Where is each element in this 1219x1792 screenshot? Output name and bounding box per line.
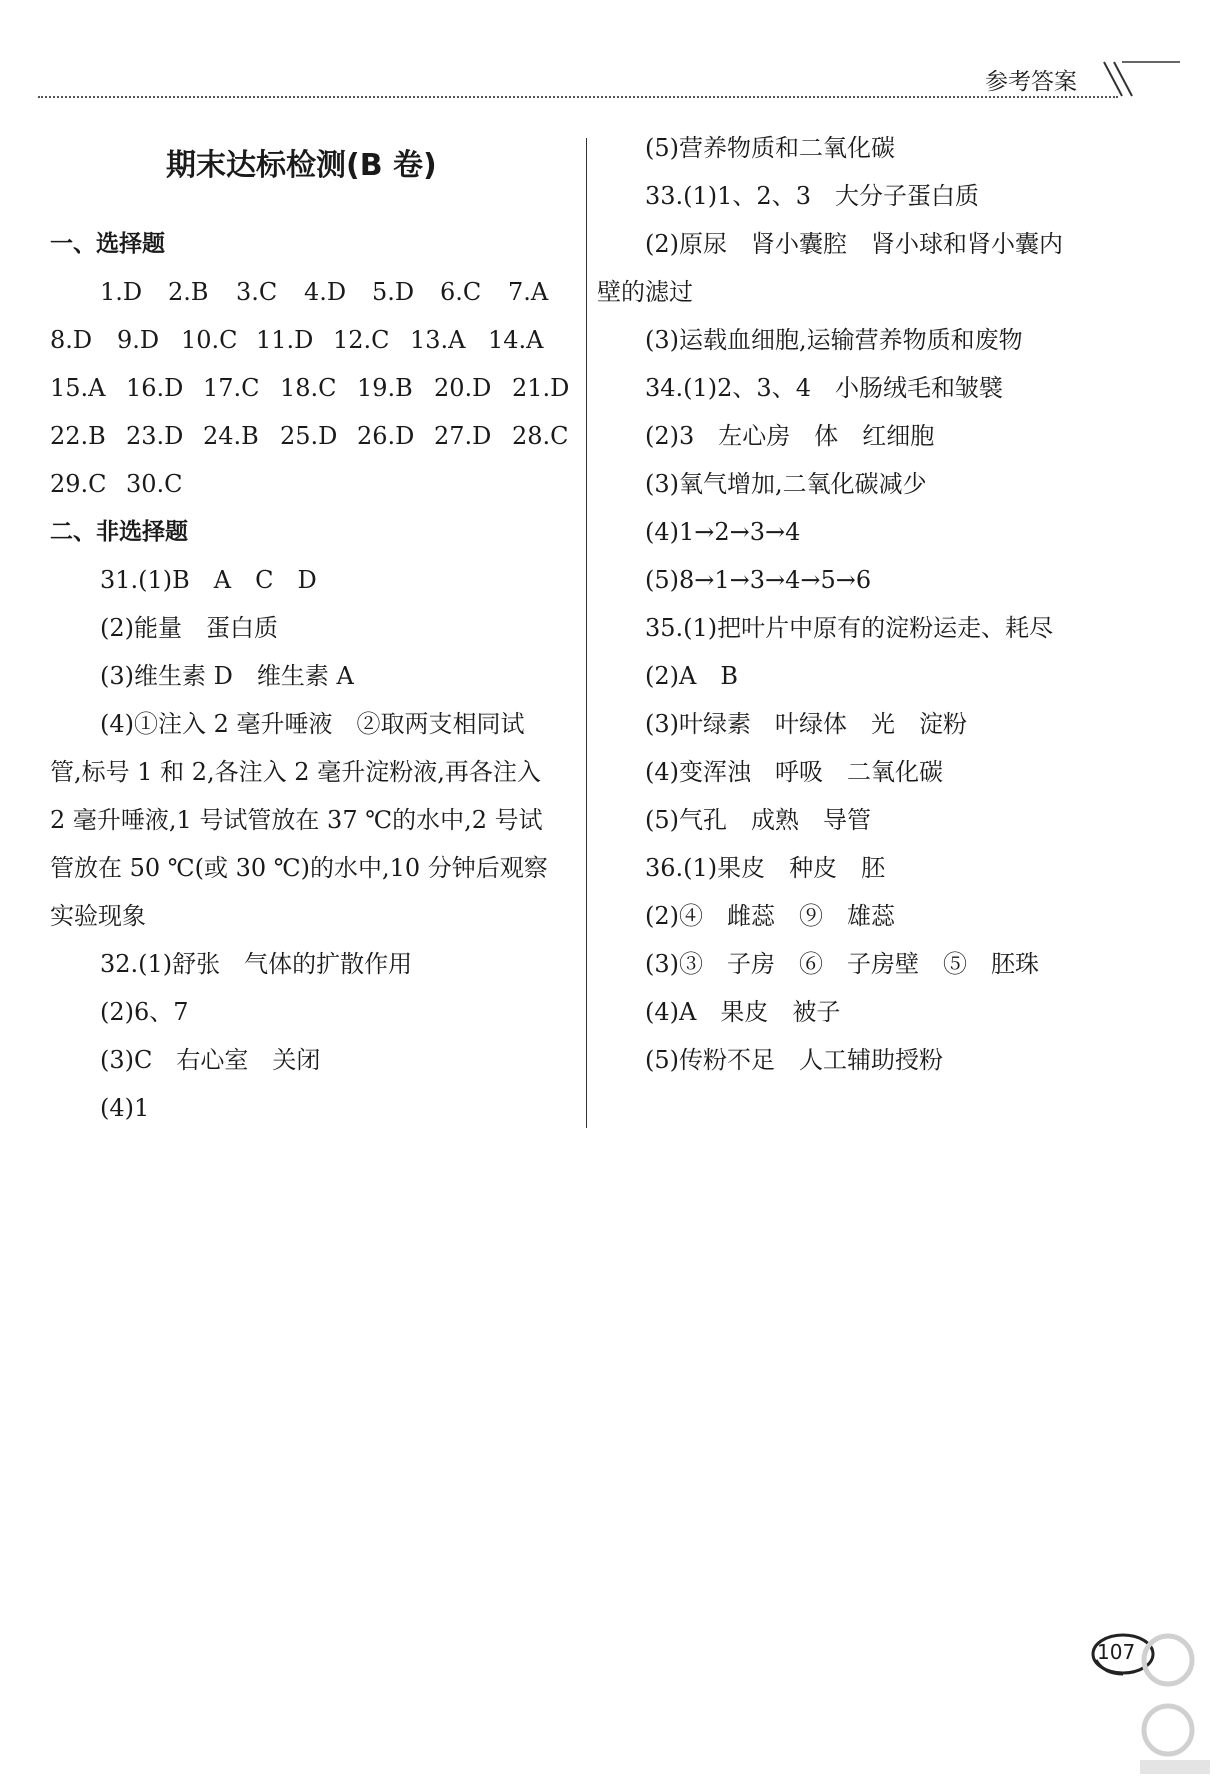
answer-line: (4)1→2→3→4 [645, 518, 801, 546]
choice-answer: 5.D [372, 278, 415, 306]
choice-answer: 16.D [126, 374, 184, 402]
section-heading-non-choice: 二、非选择题 [50, 519, 188, 545]
header-slash-decoration [1100, 60, 1180, 100]
answer-line: (4)1 [100, 1094, 150, 1122]
choice-answer: 12.C [333, 326, 390, 354]
answer-line: (2)A B [645, 662, 738, 690]
column-divider [586, 138, 587, 1128]
choice-answer: 6.C [440, 278, 482, 306]
choice-answer: 18.C [280, 374, 337, 402]
answer-line: (3)叶绿素 叶绿体 光 淀粉 [645, 710, 967, 738]
choice-answer: 27.D [434, 422, 492, 450]
answer-line: (4)变浑浊 呼吸 二氧化碳 [645, 758, 943, 786]
answer-line: 36.(1)果皮 种皮 胚 [645, 854, 886, 882]
choice-answer: 11.D [256, 326, 314, 354]
answer-line: (2)6、7 [100, 998, 189, 1026]
answer-line: (5)营养物质和二氧化碳 [645, 134, 895, 162]
answer-line: 31.(1)B A C D [100, 566, 317, 594]
answer-line: 实验现象 [50, 902, 146, 930]
choice-answer: 22.B [50, 422, 106, 450]
answer-line: (5)气孔 成熟 导管 [645, 806, 871, 834]
choice-answer: 13.A [410, 326, 466, 354]
choice-row [50, 420, 572, 452]
answer-line: (2)④ 雌蕊 ⑨ 雄蕊 [645, 902, 895, 930]
section-heading-choice: 一、选择题 [50, 231, 165, 257]
choice-row [100, 276, 558, 308]
choice-answer: 10.C [181, 326, 238, 354]
answer-line: 壁的滤过 [597, 278, 693, 306]
answer-line: (5)8→1→3→4→5→6 [645, 566, 872, 594]
watermark-stamp-icon [1120, 1630, 1215, 1780]
header-title: 参考答案 [985, 69, 1077, 95]
answer-line: 2 毫升唾液,1 号试管放在 37 ℃的水中,2 号试 [50, 806, 543, 834]
answer-line: (4)A 果皮 被子 [645, 998, 841, 1026]
choice-answer: 2.B [168, 278, 209, 306]
choice-answer: 1.D [100, 278, 143, 306]
answer-line: (3)运载血细胞,运输营养物质和废物 [645, 326, 1023, 354]
answer-line: (3)维生素 D 维生素 A [100, 662, 354, 690]
answer-line: 32.(1)舒张 气体的扩散作用 [100, 950, 413, 978]
choice-answer: 20.D [434, 374, 492, 402]
answer-line: 33.(1)1、2、3 大分子蛋白质 [645, 182, 979, 210]
answer-line: 35.(1)把叶片中原有的淀粉运走、耗尽 [645, 614, 1054, 642]
answer-line: (3)C 右心室 关闭 [100, 1046, 321, 1074]
choice-answer: 3.C [236, 278, 278, 306]
choice-answer: 23.D [126, 422, 184, 450]
choice-row [50, 468, 203, 500]
choice-answer: 28.C [512, 422, 569, 450]
choice-answer: 17.C [203, 374, 260, 402]
choice-answer: 24.B [203, 422, 259, 450]
answer-line: (3)氧气增加,二氧化碳减少 [645, 470, 927, 498]
choice-answer: 9.D [117, 326, 160, 354]
choice-answer: 26.D [357, 422, 415, 450]
choice-answer: 8.D [50, 326, 93, 354]
choice-answer: 15.A [50, 374, 106, 402]
choice-row [50, 324, 548, 356]
choice-row [50, 372, 572, 404]
choice-answer: 29.C [50, 470, 107, 498]
page-number: 107 [1097, 1640, 1136, 1664]
answer-line: 管放在 50 ℃(或 30 ℃)的水中,10 分钟后观察 [50, 854, 548, 882]
header-rule [38, 96, 1118, 98]
choice-answer: 25.D [280, 422, 338, 450]
choice-answer: 21.D [512, 374, 570, 402]
choice-answer: 30.C [126, 470, 183, 498]
answer-line: (4)①注入 2 毫升唾液 ②取两支相同试 [100, 710, 525, 738]
answer-line: (3)③ 子房 ⑥ 子房壁 ⑤ 胚珠 [645, 950, 1039, 978]
choice-answer: 19.B [357, 374, 413, 402]
answer-line: (2)原尿 肾小囊腔 肾小球和肾小囊内 [645, 230, 1063, 258]
choice-answer: 7.A [508, 278, 549, 306]
choice-answer: 4.D [304, 278, 347, 306]
page-title: 期末达标检测(B 卷) [166, 148, 437, 183]
choice-answer: 14.A [488, 326, 544, 354]
answer-line: (2)3 左心房 体 红细胞 [645, 422, 935, 450]
answer-line: (5)传粉不足 人工辅助授粉 [645, 1046, 943, 1074]
answer-line: 34.(1)2、3、4 小肠绒毛和皱襞 [645, 374, 1003, 402]
answer-line: 管,标号 1 和 2,各注入 2 毫升淀粉液,再各注入 [50, 758, 541, 786]
answer-line: (2)能量 蛋白质 [100, 614, 278, 642]
